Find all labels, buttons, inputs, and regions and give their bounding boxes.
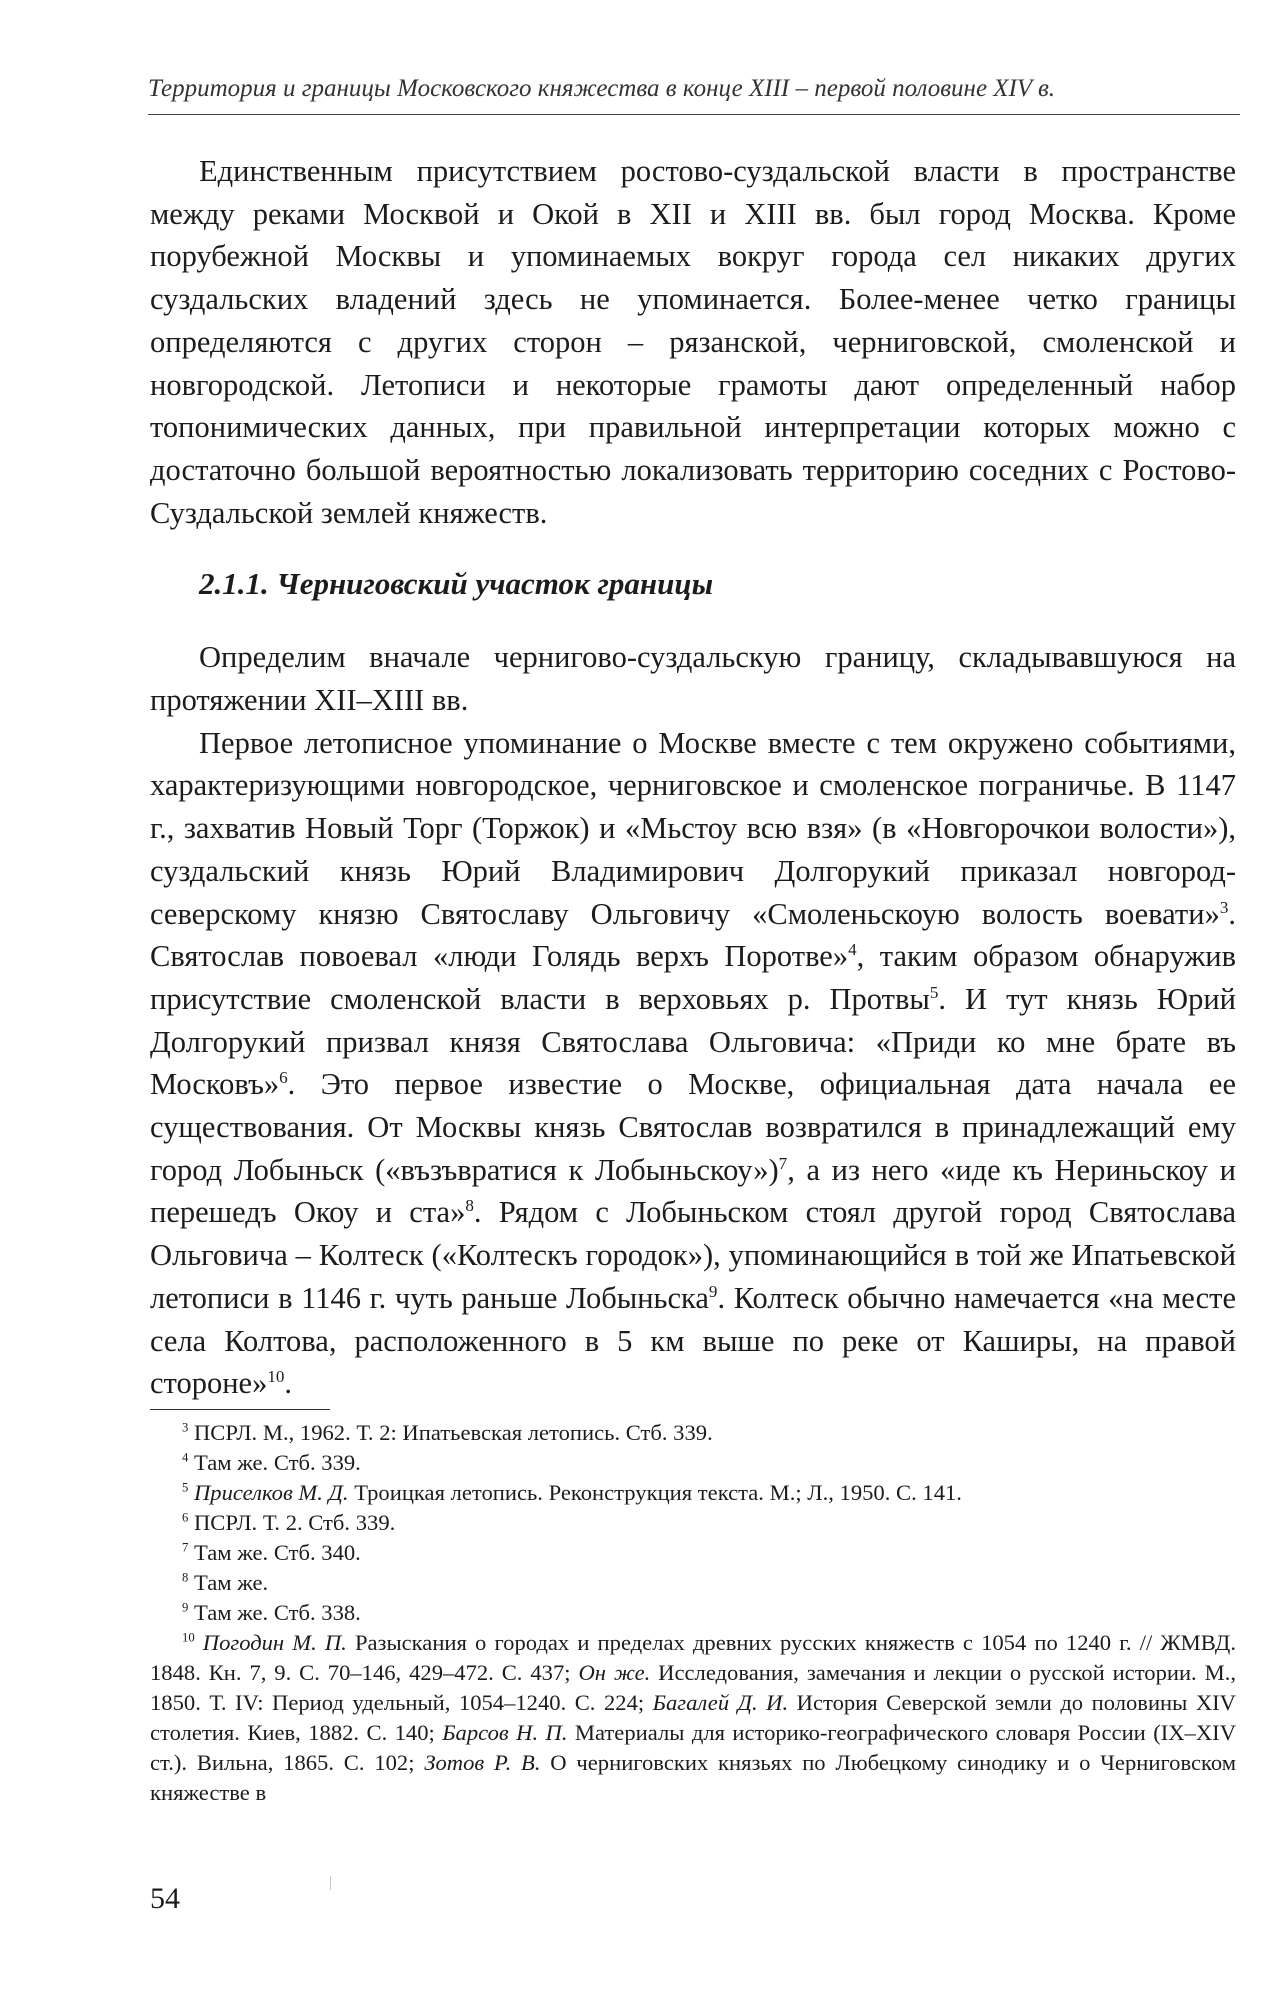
- footnote-ref-6[interactable]: 6: [279, 1068, 288, 1088]
- footnote-ref-8[interactable]: 8: [465, 1196, 474, 1216]
- footnote-8: [150, 1568, 1236, 1598]
- main-text: [150, 150, 1236, 1405]
- footnote-number: 7: [182, 1540, 189, 1555]
- footnote-text: Материалы для историко-географического словаря России (IX–XIV ст.). Вильна, 1865. С. 102;: [150, 1720, 1237, 1775]
- scan-mark: [330, 1876, 331, 1890]
- footnote-ref-10[interactable]: 10: [267, 1367, 285, 1387]
- footnote-7: [150, 1538, 1236, 1568]
- text-run: . Это первое известие о Москве, официальная дата начала ее существования. От Москвы князь Святослав возвратился в принадлежащий ему город Лобыньск («възъвратися к Лобыньскоу»): [150, 1067, 1236, 1187]
- running-header: Территория и границы Московского княжества в конце XIII – первой половине XIV в.: [148, 75, 1056, 102]
- footnote-ref-5[interactable]: 5: [929, 982, 939, 1002]
- footnote-text: Разыскания о городах и пределах древних русских княжеств с 1054 по 1240 г. // ЖМВД. 1848. Кн. 7, 9. С. 70–146, 429–472. С. 437;: [150, 1630, 1236, 1685]
- footnote-ref-9[interactable]: 9: [708, 1281, 718, 1301]
- footnote-text: Там же. Стб. 340.: [193, 1540, 361, 1565]
- footnote-5: [150, 1478, 1236, 1508]
- footnote-number: 5: [182, 1480, 189, 1495]
- footnote-text: Там же. Стб. 338.: [193, 1600, 361, 1625]
- footnote-number: 8: [182, 1570, 189, 1585]
- text-run: , а из него «иде къ Нериньскоу и перешедъ Окоу и ста»: [150, 1152, 1236, 1230]
- footnote-author: Погодин М. П.: [202, 1630, 347, 1655]
- text-run: , таким образом обнаружив присутствие смоленской власти в верховьях р. Протвы: [150, 939, 1236, 1016]
- footnote-text: О черниговских князьях по Любецкому синодику и о Черниговском княжестве в: [150, 1750, 1236, 1805]
- footnote-ref-3[interactable]: 3: [1219, 897, 1229, 917]
- footnote-3: [150, 1418, 1236, 1448]
- footnote-author: Он же.: [578, 1660, 651, 1685]
- footnote-number: 4: [182, 1450, 189, 1465]
- paragraph-3: [150, 722, 1236, 1405]
- footnote-text: История Северской земли до половины XIV столетия. Киев, 1882. С. 140;: [150, 1690, 1236, 1745]
- footnote-number: 6: [182, 1510, 189, 1525]
- footnote-10: [150, 1628, 1236, 1808]
- footnote-text: Там же.: [193, 1570, 269, 1595]
- footnote-9: [150, 1598, 1236, 1628]
- footnote-text: Троицкая летопись. Реконструкция текста. М.; Л., 1950. С. 141.: [348, 1480, 962, 1505]
- footnote-text: ПСРЛ. М., 1962. Т. 2: Ипатьевская летопись. Стб. 339.: [193, 1420, 713, 1445]
- text-run: . Святослав повоевал «люди Голядь верхъ Поротве»: [150, 896, 1236, 974]
- paragraph-2: Определим вначале чернигово-суздальскую границу, складывавшуюся на протяжении XII–XIII вв.: [150, 640, 1236, 718]
- text-run: . И тут князь Юрий Долгорукий призвал князя Святослава Ольговича: «Приди ко мне брате въ Московъ»: [150, 981, 1236, 1102]
- footnote-author: Приселков М. Д.: [193, 1480, 349, 1505]
- footnote-text: Исследования, замечания и лекции о русской истории. М., 1850. Т. IV: Период удельный, 1054–1240. С. 224;: [150, 1660, 1236, 1715]
- footnote-number: 10: [182, 1630, 195, 1645]
- footnotes: [150, 1418, 1236, 1808]
- footnote-4: [150, 1448, 1236, 1478]
- footnote-number: 9: [182, 1600, 189, 1615]
- text-run: .: [284, 1366, 293, 1401]
- footnote-6: [150, 1508, 1236, 1538]
- footnote-number: 3: [182, 1420, 189, 1435]
- footnote-ref-4[interactable]: 4: [848, 940, 857, 960]
- footnote-author: Багалей Д. И.: [652, 1690, 789, 1715]
- section-heading: 2.1.1. Черниговский участок границы: [199, 566, 714, 602]
- page-number: 54: [150, 1882, 180, 1915]
- footnote-rule: [150, 1409, 330, 1410]
- header-rule: [148, 114, 1240, 115]
- footnote-text: Там же. Стб. 339.: [193, 1450, 361, 1475]
- footnote-author: Барсов Н. П.: [442, 1720, 568, 1745]
- paragraph-1: Единственным присутствием ростово-суздальской власти в пространстве между реками Москвой и Окой в XII и XIII вв. был город Москва. Кроме порубежной Москвы и упоминаемых вокруг города сел никаких других суздальских владений здесь не упоминается. Более-менее четко границы определяются с других сторон – рязанской, черниговской, смоленской и новгородской. Летописи и некоторые грамоты дают определенный набор топонимических данных, при правильной интерпретации которых можно с достаточно большой вероятностью локализовать территорию соседних с Ростово-Суздальской землей княжеств.: [150, 154, 1236, 530]
- footnote-text: ПСРЛ. Т. 2. Стб. 339.: [193, 1510, 396, 1535]
- footnote-author: Зотов Р. В.: [424, 1750, 541, 1775]
- footnote-ref-7[interactable]: 7: [778, 1153, 788, 1173]
- text-run: . Колтеск обычно намечается «на месте села Колтова, расположенного в 5 км выше по реке от Каширы, на правой стороне»: [150, 1280, 1237, 1401]
- text-run: . Рядом с Лобыньском стоял другой город Святослава Ольговича – Колтеск («Колтескъ городок»), упоминающийся в той же Ипатьевской летописи в 1146 г. чуть раньше Лобыньска: [150, 1195, 1236, 1315]
- text-run: Первое летописное упоминание о Москве вместе с тем окружено событиями, характеризующими новгородское, черниговское и смоленское пограничье. В 1147 г., захватив Новый Торг (Торжок) и «Мьстоу всю взя» (в «Новгорочкои волости»), суздальский князь Юрий Владимирович Долгорукий приказал новгород-северскому князю Святославу Ольговичу «Смоленьскоую волость воевати»: [150, 725, 1236, 931]
